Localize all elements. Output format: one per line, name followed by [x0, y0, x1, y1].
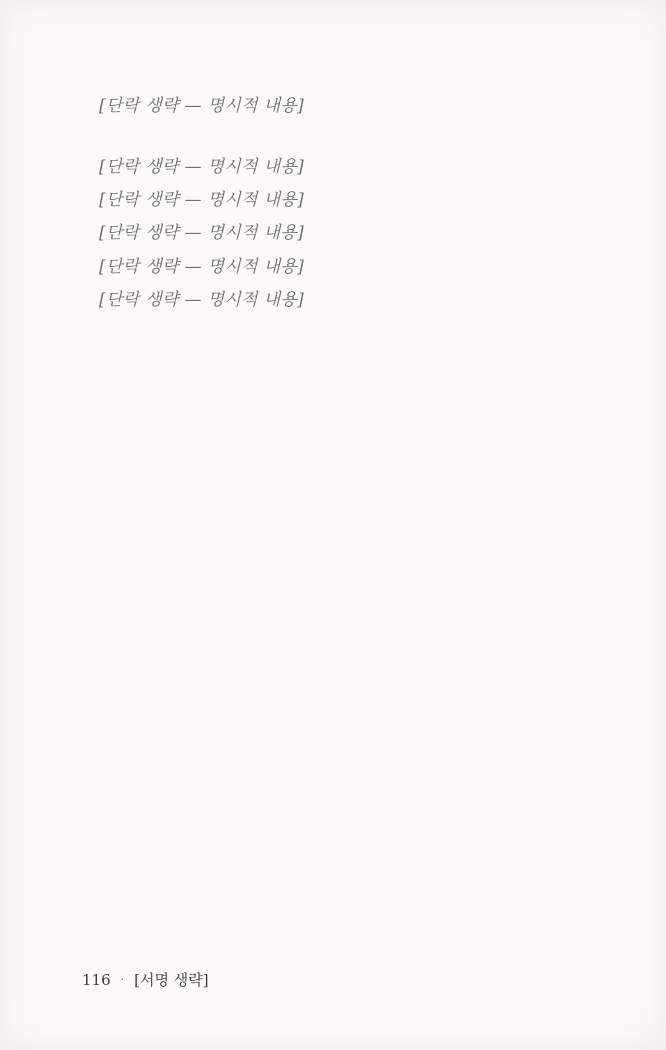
paragraph: [단락 생략 — 명시적 내용] — [99, 223, 305, 244]
footer-separator: · — [120, 973, 125, 986]
paragraph: [단락 생략 — 명시적 내용] — [99, 190, 305, 211]
page-footer — [82, 945, 596, 990]
page-number: 116 — [82, 970, 111, 989]
page-body — [82, 90, 596, 945]
paragraph: [단락 생략 — 명시적 내용] — [99, 157, 305, 178]
paragraph: [단락 생략 — 명시적 내용] — [99, 256, 305, 277]
paragraph: [단락 생략 — 명시적 내용] — [99, 289, 305, 310]
book-title: [서명 생략] — [134, 971, 209, 989]
paragraph: [단락 생략 — 명시적 내용] — [99, 96, 305, 116]
